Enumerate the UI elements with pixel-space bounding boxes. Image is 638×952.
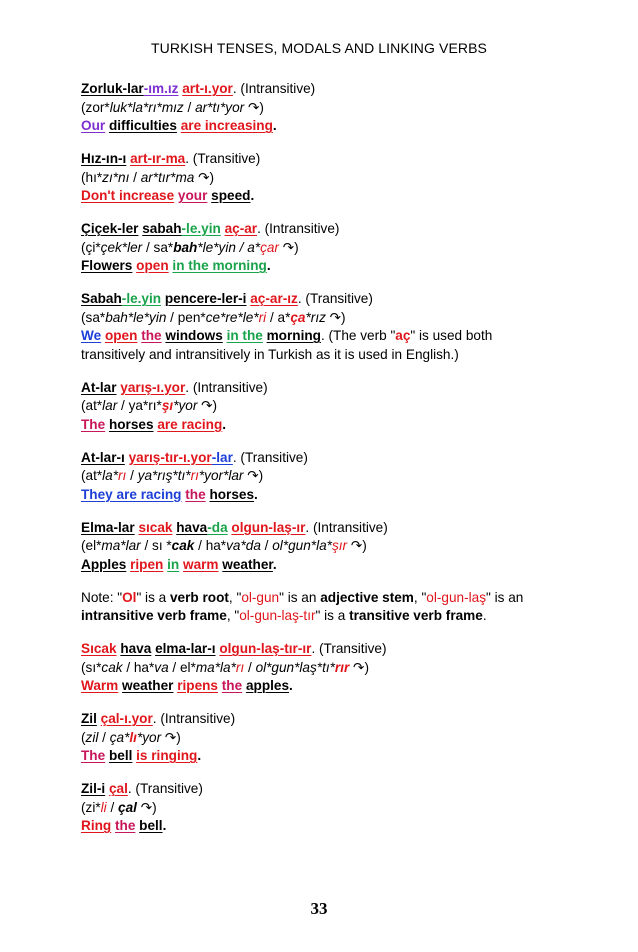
pronunciation-line <box>81 659 581 678</box>
text-segment: *rız <box>305 309 326 325</box>
text-segment: Note: " <box>81 589 123 605</box>
text-segment: ↷) <box>278 239 299 255</box>
text-segment: horses <box>209 486 255 502</box>
text-segment: -le.yin <box>121 291 162 306</box>
text-segment: ↷) <box>325 309 346 325</box>
turkish-line <box>81 80 581 99</box>
turkish-line <box>81 150 581 169</box>
text-segment: hava <box>176 519 208 535</box>
text-segment: cak <box>171 538 195 553</box>
text-segment: / pen* <box>166 309 206 325</box>
text-segment: çar <box>260 239 279 255</box>
english-line <box>81 416 581 435</box>
pronunciation-line <box>81 467 581 486</box>
text-segment: adjective stem <box>320 589 414 605</box>
text-segment: intransitive verb frame <box>81 608 227 623</box>
text-segment: elma-lar-ı <box>155 641 216 656</box>
text-segment: / <box>126 468 138 483</box>
text-segment: ↷) <box>161 729 181 745</box>
text-segment: " is used both <box>410 328 493 343</box>
text-segment: ar*tır*ma <box>140 169 195 185</box>
text-segment: *le*yin / a* <box>197 239 261 255</box>
page-number: 33 <box>310 899 328 918</box>
text-segment: open <box>104 328 138 343</box>
text-segment: çal <box>108 781 128 796</box>
text-segment: şı <box>161 398 174 413</box>
text-segment: hava <box>120 641 152 656</box>
english-line <box>81 747 581 766</box>
text-segment: yarış-tır-ı.yor <box>128 449 212 465</box>
text-segment: zı*nı <box>102 169 130 185</box>
text-segment: . <box>197 748 202 763</box>
text-segment: Zil <box>81 711 97 726</box>
text-segment: . <box>272 118 277 133</box>
text-segment: Our <box>81 118 106 133</box>
text-segment: va*da <box>226 538 261 553</box>
text-segment: At-lar-ı <box>81 449 125 465</box>
text-segment: (hı* <box>81 169 103 185</box>
text-segment: bell <box>108 748 133 763</box>
text-segment: / <box>244 659 256 675</box>
note-verb-root <box>81 589 581 626</box>
text-segment: They are racing <box>81 486 182 502</box>
text-segment: ol*gun*la* <box>272 538 332 553</box>
turkish-line <box>81 780 581 799</box>
text-segment: . <box>289 678 293 693</box>
text-segment: bell <box>139 818 163 833</box>
turkish-line <box>81 640 581 659</box>
text-segment: / <box>129 169 141 185</box>
text-segment: the <box>141 328 162 343</box>
example-sabah <box>81 290 581 364</box>
text-segment: . (Transitive) <box>232 449 308 465</box>
text-segment: ar*tı*yor <box>195 99 245 115</box>
running-header: TURKISH TENSES, MODALS AND LINKING VERBS <box>151 40 487 56</box>
page-content <box>81 80 581 836</box>
text-segment: zil <box>85 729 99 745</box>
turkish-line <box>81 449 581 468</box>
text-segment: open <box>136 258 169 273</box>
text-segment: ↷) <box>136 799 157 815</box>
english-line <box>81 117 581 136</box>
text-segment: " is a <box>136 589 170 605</box>
text-segment: li <box>100 799 107 815</box>
text-segment: speed <box>211 188 251 203</box>
note-line <box>81 589 581 608</box>
text-segment: verb root <box>170 589 229 605</box>
text-segment: ↷) <box>197 398 218 413</box>
english-line <box>81 257 581 276</box>
text-segment: . (Intransitive) <box>185 379 268 395</box>
text-segment: ma*la* <box>195 659 236 675</box>
text-segment: ce*re*le* <box>205 309 259 325</box>
example-elmalar <box>81 519 581 575</box>
text-segment: Çiçek-ler <box>81 221 139 236</box>
text-segment: Sabah <box>81 291 122 306</box>
text-segment: / <box>106 799 119 815</box>
text-segment: (zor* <box>81 99 110 115</box>
text-segment: The <box>81 748 106 763</box>
text-segment: in <box>167 556 180 572</box>
text-segment: cak <box>101 659 123 675</box>
english-line <box>81 817 581 836</box>
text-segment: ol-gun-laş-tır <box>239 608 316 623</box>
text-segment: (zi* <box>81 799 101 815</box>
text-segment: . <box>162 818 167 833</box>
text-segment: çal-ı.yor <box>100 711 153 726</box>
text-segment: rı <box>235 659 245 675</box>
text-segment: in the <box>226 328 263 343</box>
text-segment: . <box>222 416 227 432</box>
text-segment: aç-ar <box>224 221 258 236</box>
text-segment: . (Intransitive) <box>305 519 388 535</box>
text-segment: çek*ler <box>100 239 143 255</box>
note-line <box>81 607 581 626</box>
text-segment: -da <box>207 519 228 535</box>
text-segment: is ringing <box>136 748 198 763</box>
pronunciation-line <box>81 397 581 416</box>
text-segment: la* <box>102 468 119 483</box>
text-segment: / sı * <box>140 538 172 553</box>
text-segment: in the morning <box>172 258 267 273</box>
text-segment: . (Intransitive) <box>257 221 340 236</box>
text-segment: *yor <box>173 398 198 413</box>
text-segment: ol-gun <box>241 589 280 605</box>
text-segment: -le.yin <box>181 221 221 236</box>
text-segment: sabah <box>142 221 182 236</box>
text-segment: pencere-ler-i <box>164 291 247 306</box>
turkish-line <box>81 519 581 538</box>
text-segment: sıcak <box>138 519 173 535</box>
text-segment: luk*la*rı*mız <box>109 99 184 115</box>
text-segment: Elma-lar <box>81 519 135 535</box>
pronunciation-line <box>81 537 581 556</box>
text-segment: ol-gun-laş <box>426 589 486 605</box>
text-segment: / ha* <box>122 659 155 675</box>
text-segment: , " <box>226 608 240 623</box>
text-segment: weather <box>122 678 174 693</box>
text-segment: apples <box>245 678 290 693</box>
text-segment: rı <box>190 468 199 483</box>
example-zil-intransitive <box>81 710 581 766</box>
text-segment: morning <box>266 328 321 343</box>
text-segment: aç <box>395 328 411 343</box>
pronunciation-line <box>81 799 581 818</box>
text-segment: your <box>177 188 208 203</box>
text-segment: the <box>221 678 243 693</box>
example-hiz <box>81 150 581 206</box>
text-segment: / ya*rı* <box>117 398 162 413</box>
text-segment: windows <box>165 328 223 343</box>
text-segment: , " <box>228 589 242 605</box>
text-segment: , " <box>413 589 427 605</box>
text-segment: olgun-laş-tır-ır <box>219 641 312 656</box>
text-segment: rır <box>334 659 350 675</box>
text-segment: ça <box>290 309 306 325</box>
pronunciation-line <box>81 169 581 188</box>
text-segment: art-ı.yor <box>182 81 233 96</box>
turkish-line <box>81 290 581 309</box>
text-segment: . (Transitive) <box>311 641 387 656</box>
text-segment: olgun-laş-ır <box>231 519 306 535</box>
text-segment: (çi* <box>81 239 101 255</box>
text-segment: ma*lar <box>101 538 141 553</box>
text-segment: are increasing <box>180 118 273 133</box>
text-segment: . (The verb " <box>320 328 396 343</box>
text-segment: -ım.ız <box>143 81 179 96</box>
text-segment: Warm <box>81 678 119 693</box>
text-segment: Don't increase <box>81 188 175 203</box>
text-segment: -lar <box>211 449 233 465</box>
text-segment: (at* <box>81 398 103 413</box>
text-segment: bah*le*yin <box>105 309 167 325</box>
text-segment: are racing <box>157 416 223 432</box>
text-segment: . <box>254 486 258 502</box>
text-segment: horses <box>108 416 154 432</box>
text-segment: (sı* <box>81 659 102 675</box>
text-segment: ya*rış*tı* <box>137 468 191 483</box>
text-segment: / a* <box>266 309 291 325</box>
text-segment: the <box>185 486 206 502</box>
text-segment: Zorluk-lar <box>81 81 144 96</box>
text-segment: Apples <box>81 556 127 572</box>
text-segment: *yor <box>136 729 162 745</box>
text-segment: Ol <box>122 589 137 605</box>
pronunciation-line <box>81 239 581 258</box>
text-segment: " is an <box>279 589 321 605</box>
text-segment: aç-ar-ız <box>250 291 298 306</box>
text-segment: Ring <box>81 818 112 833</box>
english-line <box>81 346 581 365</box>
turkish-line <box>81 220 581 239</box>
text-segment: . (Intransitive) <box>232 81 316 96</box>
pronunciation-line <box>81 729 581 748</box>
text-segment: transitive verb frame <box>349 608 483 623</box>
english-line <box>81 677 581 696</box>
text-segment: (at* <box>81 468 103 483</box>
english-line <box>81 556 581 575</box>
text-segment: ri <box>258 309 267 325</box>
text-segment: Hız-ın-ı <box>81 151 127 166</box>
text-segment: . <box>266 258 271 273</box>
example-cicek <box>81 220 581 276</box>
text-segment: . (Intransitive) <box>152 711 236 726</box>
example-zorluk <box>81 80 581 136</box>
example-sicak-hava <box>81 640 581 696</box>
turkish-line <box>81 379 581 398</box>
text-segment: Zil-i <box>81 781 106 796</box>
text-segment: . (Transitive) <box>297 291 373 306</box>
text-segment: / sa* <box>142 239 174 255</box>
text-segment: çal <box>118 799 137 815</box>
english-line <box>81 187 581 206</box>
text-segment: (sa* <box>81 309 106 325</box>
text-segment: . (Transitive) <box>185 151 261 166</box>
example-atlar-intransitive <box>81 379 581 435</box>
text-segment: / ha* <box>194 538 227 553</box>
example-atlari-transitive <box>81 449 581 505</box>
text-segment: We <box>81 328 102 343</box>
pronunciation-line <box>81 309 581 328</box>
text-segment: The <box>81 416 106 432</box>
text-segment: rı <box>118 468 127 483</box>
text-segment: . (Transitive) <box>127 781 203 796</box>
text-segment: ↷) <box>244 99 264 115</box>
text-segment: ( <box>81 729 86 745</box>
text-segment: ça* <box>109 729 130 745</box>
text-segment: art-ır-ma <box>130 151 186 166</box>
text-segment: bah <box>173 239 198 255</box>
text-segment: At-lar <box>81 379 117 395</box>
pronunciation-line <box>81 99 581 118</box>
text-segment: transitively and intransitively in Turkish as it is used in English.) <box>81 346 459 362</box>
text-segment: va <box>154 659 169 675</box>
text-segment: the <box>114 818 136 833</box>
text-segment: (el* <box>81 538 102 553</box>
text-segment: yarış-ı.yor <box>120 379 186 395</box>
text-segment: *yor*lar <box>198 468 244 483</box>
text-segment: ↷) <box>194 169 215 185</box>
text-segment: / el* <box>168 659 196 675</box>
example-zili-transitive <box>81 780 581 836</box>
text-segment: " is an <box>486 589 524 605</box>
text-segment: lar <box>102 398 118 413</box>
english-line <box>81 327 581 346</box>
text-segment: / <box>260 538 273 553</box>
text-segment: / <box>183 99 196 115</box>
text-segment: ripens <box>177 678 218 693</box>
text-segment: weather <box>222 556 273 572</box>
text-segment: difficulties <box>108 118 177 133</box>
text-segment: ol*gun*laş*tı* <box>255 659 335 675</box>
text-segment: ↷) <box>243 468 264 483</box>
text-segment: ↷) <box>347 538 367 553</box>
turkish-line <box>81 710 581 729</box>
text-segment: lı <box>129 729 137 745</box>
text-segment: ripen <box>130 556 164 572</box>
text-segment: . <box>482 608 487 623</box>
text-segment: / <box>98 729 110 745</box>
text-segment: warm <box>183 556 219 572</box>
text-segment: " is a <box>315 608 350 623</box>
text-segment: Flowers <box>81 258 133 273</box>
text-segment: . <box>272 556 277 572</box>
text-segment: ↷) <box>349 659 369 675</box>
text-segment: . <box>250 188 255 203</box>
text-segment: Sıcak <box>81 641 117 656</box>
english-line <box>81 486 581 505</box>
text-segment: şır <box>331 538 348 553</box>
